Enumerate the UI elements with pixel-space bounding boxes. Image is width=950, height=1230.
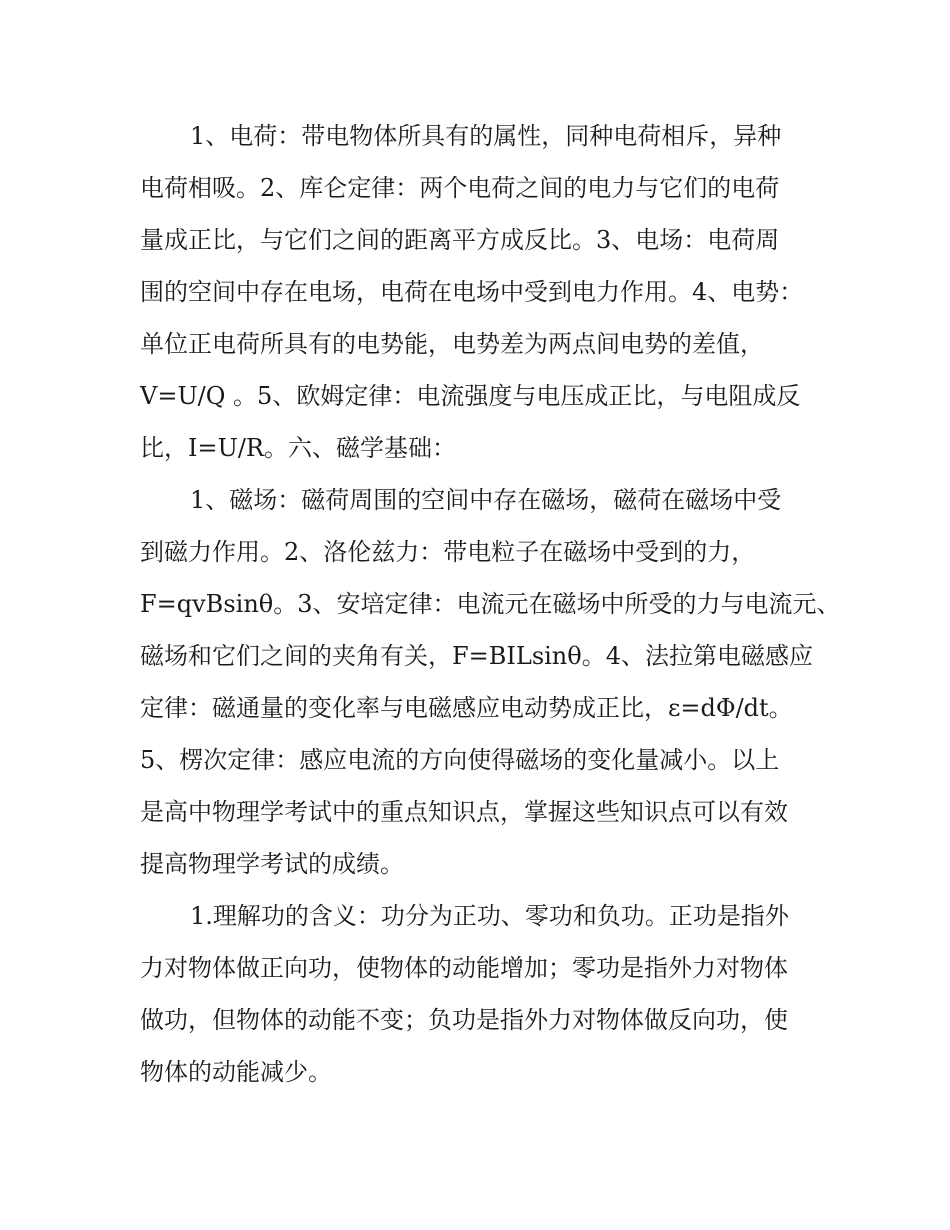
text-line: 比，I=U/R。六、磁学基础： <box>140 434 456 462</box>
text-line: 1、电荷：带电物体所具有的属性，同种电荷相斥，异种 <box>190 122 782 150</box>
text-line: 物体的动能减少。 <box>140 1058 332 1086</box>
text-line: 围的空间中存在电场，电荷在电场中受到电力作用。4、电势： <box>140 278 804 306</box>
text-line: 5、楞次定律：感应电流的方向使得磁场的变化量减小。以上 <box>140 746 780 774</box>
text-line: 做功，但物体的动能不变；负功是指外力对物体做反向功，使 <box>140 1006 788 1034</box>
text-line: V=U/Q 。5、欧姆定律：电流强度与电压成正比，与电阻成反 <box>140 382 801 410</box>
text-line: 电荷相吸。2、库仑定律：两个电荷之间的电力与它们的电荷 <box>140 174 780 202</box>
text-line: 磁场和它们之间的夹角有关，F=BILsinθ。4、法拉第电磁感应 <box>140 642 813 670</box>
text-line: 提高物理学考试的成绩。 <box>140 850 404 878</box>
text-line: 力对物体做正向功，使物体的动能增加；零功是指外力对物体 <box>140 954 788 982</box>
text-line: 是高中物理学考试中的重点知识点，掌握这些知识点可以有效 <box>140 798 788 826</box>
text-line: 单位正电荷所具有的电势能，电势差为两点间电势的差值， <box>140 330 764 358</box>
text-line: 1、磁场：磁荷周围的空间中存在磁场，磁荷在磁场中受 <box>190 486 782 514</box>
text-line: 定律：磁通量的变化率与电磁感应电动势成正比，ε=dΦ/dt。 <box>140 694 793 722</box>
text-line: F=qvBsinθ。3、安培定律：电流元在磁场中所受的力与电流元、 <box>140 590 841 618</box>
text-line: 1.理解功的含义：功分为正功、零功和负功。正功是指外 <box>190 902 789 930</box>
text-line: 到磁力作用。2、洛伦兹力：带电粒子在磁场中受到的力， <box>140 538 756 566</box>
text-line: 量成正比，与它们之间的距离平方成反比。3、电场：电荷周 <box>140 226 780 254</box>
